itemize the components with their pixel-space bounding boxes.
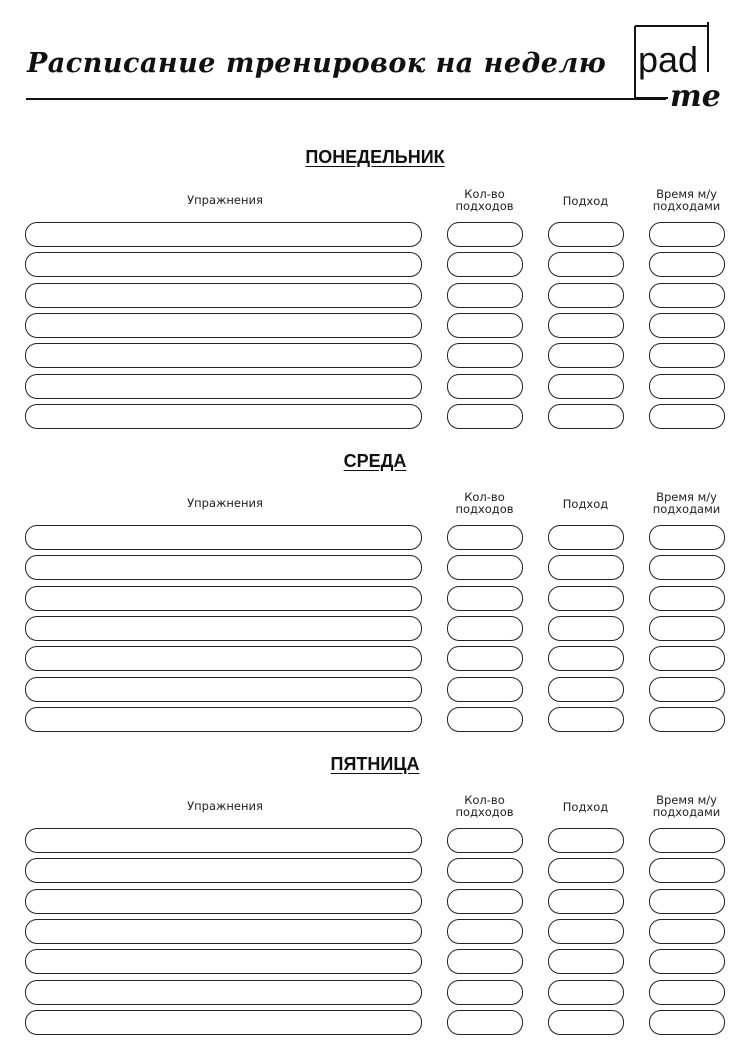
exercise-field[interactable] [25, 555, 422, 580]
exercise-field[interactable] [25, 858, 422, 883]
table-row [0, 646, 750, 671]
table-row [0, 858, 750, 883]
rest-field[interactable] [649, 555, 725, 580]
rest-field[interactable] [649, 222, 725, 247]
col-sets-header: Кол-во подходов [455, 490, 514, 516]
table-row [0, 404, 750, 429]
logo-text-top: pad [638, 39, 699, 80]
exercise-field[interactable] [25, 616, 422, 641]
rest-field[interactable] [649, 858, 725, 883]
day-title-friday: ПЯТНИЦА [330, 754, 420, 774]
rest-field[interactable] [649, 707, 725, 732]
rest-field[interactable] [649, 646, 725, 671]
table-row [0, 828, 750, 853]
col-rep-header: Подход [562, 497, 609, 511]
table-row [0, 555, 750, 580]
table-row [0, 980, 750, 1005]
table-row [0, 707, 750, 732]
table-row [0, 1010, 750, 1035]
rest-field[interactable] [649, 404, 725, 429]
table-row [0, 374, 750, 399]
col-rest-header: Время м/у подходами [652, 187, 721, 213]
table-row [0, 949, 750, 974]
table-row [0, 283, 750, 308]
rep-field[interactable] [548, 980, 624, 1005]
day-title-monday: ПОНЕДЕЛЬНИК [305, 147, 445, 167]
sets-field[interactable] [447, 919, 523, 944]
sets-field[interactable] [447, 313, 523, 338]
sets-field[interactable] [447, 980, 523, 1005]
sets-field[interactable] [447, 586, 523, 611]
exercise-field[interactable] [25, 707, 422, 732]
table-row [0, 616, 750, 641]
sets-field[interactable] [447, 555, 523, 580]
title-divider [26, 98, 666, 100]
col-sets-header: Кол-во подходов [455, 793, 514, 819]
exercise-field[interactable] [25, 283, 422, 308]
rep-field[interactable] [548, 525, 624, 550]
logo [628, 20, 728, 110]
rep-field[interactable] [548, 374, 624, 399]
col-exercises-header: Упражнения [187, 496, 263, 510]
table-row [0, 677, 750, 702]
rep-field[interactable] [548, 919, 624, 944]
table-row [0, 586, 750, 611]
col-rep-header: Подход [562, 194, 609, 208]
table-row [0, 222, 750, 247]
rep-field[interactable] [548, 283, 624, 308]
rep-field[interactable] [548, 343, 624, 368]
sets-field[interactable] [447, 889, 523, 914]
sets-field[interactable] [447, 525, 523, 550]
rep-field[interactable] [548, 222, 624, 247]
col-rest-header: Время м/у подходами [652, 490, 721, 516]
rep-field[interactable] [548, 616, 624, 641]
day-title-wednesday: СРЕДА [343, 451, 407, 471]
sets-field[interactable] [447, 1010, 523, 1035]
page-title: Расписание тренировок на неделю [27, 48, 607, 79]
sets-field[interactable] [447, 828, 523, 853]
rep-field[interactable] [548, 828, 624, 853]
table-row [0, 889, 750, 914]
table-row [0, 343, 750, 368]
sets-field[interactable] [447, 707, 523, 732]
exercise-field[interactable] [25, 980, 422, 1005]
rep-field[interactable] [548, 1010, 624, 1035]
rep-field[interactable] [548, 252, 624, 277]
rest-field[interactable] [649, 586, 725, 611]
rest-field[interactable] [649, 283, 725, 308]
exercise-field[interactable] [25, 828, 422, 853]
rest-field[interactable] [649, 374, 725, 399]
logo-text-bottom: me [670, 79, 721, 110]
rep-field[interactable] [548, 555, 624, 580]
sets-field[interactable] [447, 404, 523, 429]
col-exercises-header: Упражнения [187, 193, 263, 207]
sets-field[interactable] [447, 283, 523, 308]
table-row [0, 252, 750, 277]
exercise-field[interactable] [25, 677, 422, 702]
rest-field[interactable] [649, 828, 725, 853]
sets-field[interactable] [447, 949, 523, 974]
sets-field[interactable] [447, 222, 523, 247]
exercise-field[interactable] [25, 313, 422, 338]
table-row [0, 313, 750, 338]
exercise-field[interactable] [25, 222, 422, 247]
rest-field[interactable] [649, 313, 725, 338]
rest-field[interactable] [649, 889, 725, 914]
table-row [0, 919, 750, 944]
sets-field[interactable] [447, 677, 523, 702]
exercise-field[interactable] [25, 374, 422, 399]
rest-field[interactable] [649, 949, 725, 974]
sets-field[interactable] [447, 252, 523, 277]
rest-field[interactable] [649, 980, 725, 1005]
sets-field[interactable] [447, 374, 523, 399]
rep-field[interactable] [548, 646, 624, 671]
rep-field[interactable] [548, 404, 624, 429]
rest-field[interactable] [649, 616, 725, 641]
sets-field[interactable] [447, 646, 523, 671]
col-sets-header: Кол-во подходов [455, 187, 514, 213]
exercise-field[interactable] [25, 404, 422, 429]
rep-field[interactable] [548, 889, 624, 914]
rep-field[interactable] [548, 313, 624, 338]
logo-icon [628, 20, 728, 110]
exercise-field[interactable] [25, 919, 422, 944]
rest-field[interactable] [649, 1010, 725, 1035]
exercise-field[interactable] [25, 949, 422, 974]
exercise-field[interactable] [25, 343, 422, 368]
rest-field[interactable] [649, 252, 725, 277]
col-rep-header: Подход [562, 800, 609, 814]
rest-field[interactable] [649, 919, 725, 944]
sets-field[interactable] [447, 616, 523, 641]
rep-field[interactable] [548, 586, 624, 611]
exercise-field[interactable] [25, 646, 422, 671]
col-rest-header: Время м/у подходами [652, 793, 721, 819]
rest-field[interactable] [649, 525, 725, 550]
col-exercises-header: Упражнения [187, 799, 263, 813]
exercise-field[interactable] [25, 1010, 422, 1035]
sets-field[interactable] [447, 858, 523, 883]
table-row [0, 525, 750, 550]
sets-field[interactable] [447, 343, 523, 368]
exercise-field[interactable] [25, 525, 422, 550]
rep-field[interactable] [548, 677, 624, 702]
rest-field[interactable] [649, 677, 725, 702]
rep-field[interactable] [548, 707, 624, 732]
rep-field[interactable] [548, 949, 624, 974]
rest-field[interactable] [649, 343, 725, 368]
exercise-field[interactable] [25, 889, 422, 914]
exercise-field[interactable] [25, 586, 422, 611]
rep-field[interactable] [548, 858, 624, 883]
exercise-field[interactable] [25, 252, 422, 277]
